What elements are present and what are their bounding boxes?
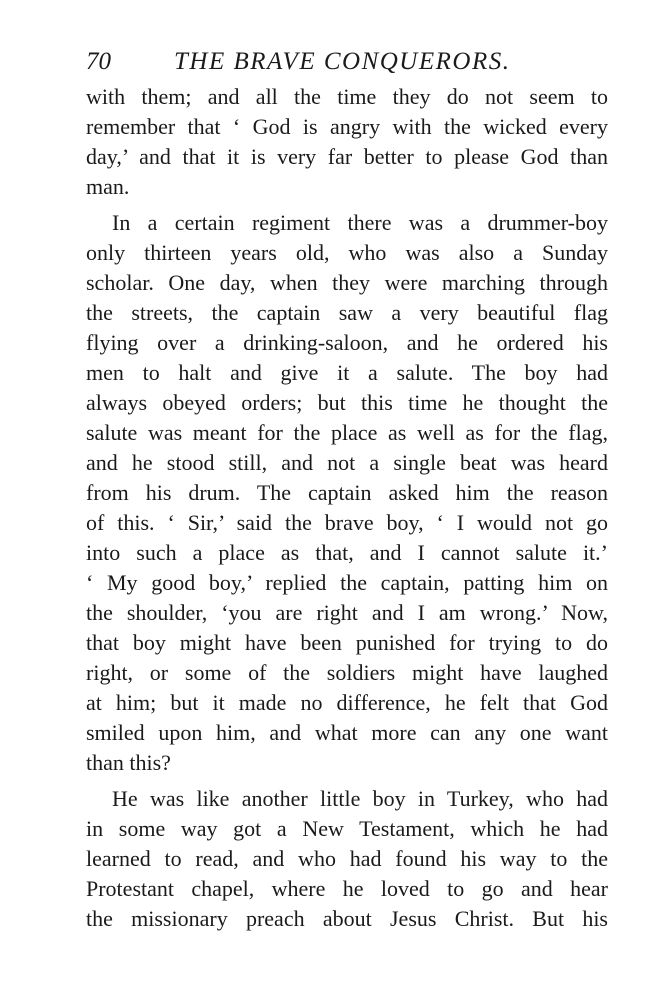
text-line: from his drum. The captain asked him the reason bbox=[86, 480, 608, 505]
text-line: the shoulder, ‘you are right and I am wrong.’ Now, bbox=[86, 600, 608, 625]
text-line: man. bbox=[86, 174, 130, 199]
text-line: always obeyed orders; but this time he thought the bbox=[86, 390, 608, 415]
text-line: In a certain regiment there was a drummer-boy bbox=[112, 210, 608, 235]
text-line: remember that ‘ God is angry with the wicked every bbox=[86, 114, 608, 139]
text-line: with them; and all the time they do not seem to bbox=[86, 84, 608, 109]
text-line: salute was meant for the place as well as for the flag, bbox=[86, 420, 608, 445]
text-line: He was like another little boy in Turkey, who had bbox=[112, 786, 608, 811]
text-line: and he stood still, and not a single beat was heard bbox=[86, 450, 608, 475]
text-line: at him; but it made no difference, he felt that God bbox=[86, 690, 608, 715]
text-line: smiled upon him, and what more can any one want bbox=[86, 720, 608, 745]
text-line: right, or some of the soldiers might have laughed bbox=[86, 660, 608, 685]
text-line: scholar. One day, when they were marching through bbox=[86, 270, 608, 295]
paragraph-1 bbox=[86, 82, 608, 202]
page-number: 70 bbox=[86, 48, 111, 75]
book-page bbox=[86, 40, 608, 940]
text-line: day,’ and that it is very far better to please God than bbox=[86, 144, 608, 169]
page-header bbox=[86, 40, 608, 76]
text-line: that boy might have been punished for trying to do bbox=[86, 630, 608, 655]
text-line: Protestant chapel, where he loved to go and hear bbox=[86, 876, 608, 901]
text-line: flying over a drinking-saloon, and he ordered his bbox=[86, 330, 608, 355]
text-line: than this? bbox=[86, 750, 171, 775]
paragraph-2 bbox=[86, 208, 608, 778]
paragraph-3 bbox=[86, 784, 608, 934]
text-line: of this. ‘ Sir,’ said the brave boy, ‘ I would not go bbox=[86, 510, 608, 535]
text-line: the streets, the captain saw a very beautiful flag bbox=[86, 300, 608, 325]
text-line: only thirteen years old, who was also a Sunday bbox=[86, 240, 608, 265]
text-line: learned to read, and who had found his way to the bbox=[86, 846, 608, 871]
text-line: in some way got a New Testament, which he had bbox=[86, 816, 608, 841]
text-line: into such a place as that, and I cannot salute it.’ bbox=[86, 540, 608, 565]
text-line: the missionary preach about Jesus Christ. But his bbox=[86, 906, 608, 931]
running-title: THE BRAVE CONQUERORS. bbox=[174, 48, 511, 75]
text-line: men to halt and give it a salute. The boy had bbox=[86, 360, 608, 385]
text-line: ‘ My good boy,’ replied the captain, patting him on bbox=[86, 570, 608, 595]
